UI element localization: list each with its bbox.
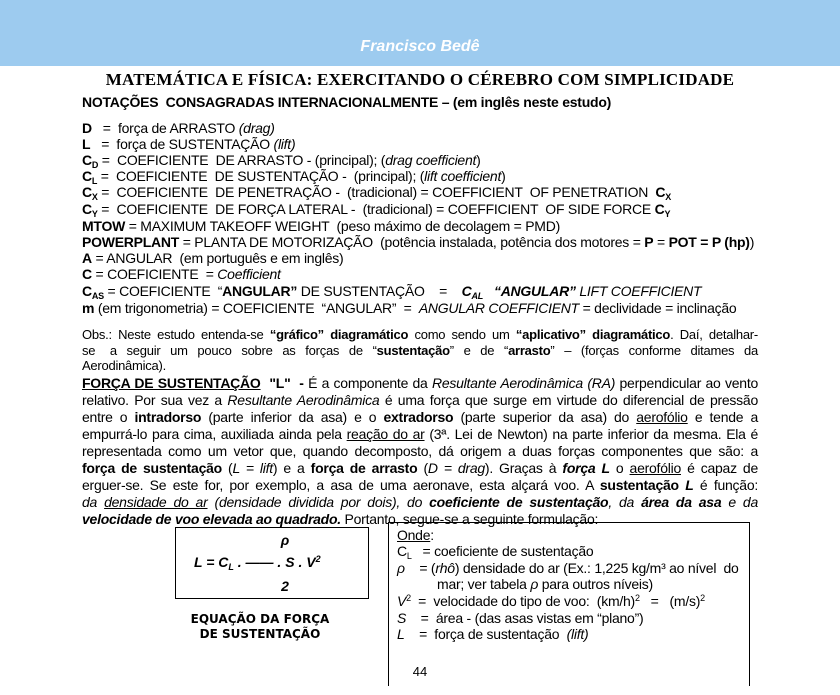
text-segment: C bbox=[82, 184, 92, 200]
text-segment: rhô bbox=[435, 560, 455, 576]
text-segment: FORÇA DE SUSTENTAÇÃO bbox=[82, 375, 261, 391]
text-segment: entre o bbox=[82, 409, 135, 425]
text-segment: (3ª. Lei de Newton) na parte inferior da mesma. Ela é bbox=[424, 426, 758, 442]
text-segment: ) e a bbox=[272, 460, 311, 476]
text-segment: , da bbox=[608, 494, 642, 510]
notation-line bbox=[82, 266, 758, 282]
text-segment: erguer-se. Se este for, por exemplo, a asa de uma aeronave, esta alçará voo. A bbox=[82, 477, 600, 493]
equation-caption bbox=[170, 612, 350, 642]
text-segment: ” e de “ bbox=[449, 343, 509, 358]
text-segment: = COEFICIENTE DE ARRASTO - (principal); ( bbox=[98, 152, 386, 168]
caption-line: EQUAÇÃO DA FORÇA bbox=[190, 612, 330, 626]
text-segment: V bbox=[397, 593, 407, 609]
text-segment: C bbox=[397, 543, 407, 559]
text-segment: força de sustentação bbox=[82, 460, 222, 476]
text-segment: L bbox=[82, 136, 91, 152]
text-segment: MTOW bbox=[82, 218, 126, 234]
text-segment: LIFT COEFFICIENT bbox=[575, 283, 702, 299]
notation-line bbox=[82, 136, 758, 152]
notation-line bbox=[82, 120, 758, 136]
text-segment: ( bbox=[221, 460, 233, 476]
text-segment: X bbox=[665, 192, 671, 202]
text-segment: = COEFICIENTE “ bbox=[103, 283, 223, 299]
text-segment: ) densidade do ar (Ex.: 1,225 kg/m³ ao nível do bbox=[454, 560, 739, 576]
text-segment: = ( bbox=[404, 560, 436, 576]
legend-line bbox=[397, 626, 588, 642]
text-segment: o bbox=[609, 460, 630, 476]
text-segment: AS bbox=[91, 291, 104, 301]
header-band bbox=[0, 0, 840, 66]
text-segment: (parte inferior da asa) e o bbox=[201, 409, 384, 425]
notation-line bbox=[82, 234, 758, 250]
text-segment: ρ bbox=[397, 560, 405, 576]
body-line bbox=[82, 477, 758, 493]
obs-line bbox=[82, 358, 758, 374]
notation-line bbox=[82, 300, 758, 316]
text-segment: X bbox=[91, 192, 98, 202]
text-segment: da bbox=[82, 494, 105, 510]
text-segment: (em trigonometria) = COEFICIENTE “ANGULAR” = bbox=[94, 300, 419, 316]
body-line bbox=[82, 375, 758, 391]
formula-rho: ρ bbox=[280, 532, 290, 548]
text-segment: coeficiente de sustentação bbox=[429, 494, 609, 510]
text-segment: é uma força que surge em virtude do diferencial de pressão bbox=[379, 392, 758, 408]
text-segment: ) bbox=[749, 234, 755, 250]
text-segment: arrasto bbox=[508, 343, 551, 358]
caption-line: DE SUSTENTAÇÃO bbox=[199, 627, 321, 641]
text-segment: = força de sustentação bbox=[404, 626, 567, 642]
text-segment: para outros níveis) bbox=[538, 576, 653, 592]
obs-line bbox=[82, 343, 758, 359]
text-segment: intradorso bbox=[134, 409, 202, 425]
body-line bbox=[82, 392, 758, 408]
text-segment: “ANGULAR” bbox=[483, 283, 576, 299]
text-segment: S bbox=[397, 610, 407, 626]
text-segment: NOTAÇÕES CONSAGRADAS INTERNACIONALMENTE – (em inglês neste estudo) bbox=[82, 94, 612, 110]
legend-line bbox=[397, 610, 643, 626]
text-segment: Obs.: Neste estudo entenda-se bbox=[82, 327, 270, 342]
text-segment: AL bbox=[471, 291, 484, 301]
text-segment: Onde bbox=[397, 527, 431, 543]
text-segment: = MAXIMUM TAKEOFF WEIGHT (peso máximo de decolagem = PMD) bbox=[125, 218, 560, 234]
notation-line bbox=[82, 94, 758, 110]
legend-line bbox=[397, 543, 593, 561]
text-segment: m bbox=[82, 300, 95, 316]
text-segment: Resultante Aerodinâmica bbox=[227, 392, 380, 408]
text-segment: perpendicular ao vento bbox=[615, 375, 758, 391]
body-line bbox=[82, 409, 758, 425]
text-segment: L bbox=[397, 626, 405, 642]
text-segment: Coefficient bbox=[217, 266, 281, 282]
legend-line bbox=[397, 593, 705, 609]
text-segment: C bbox=[654, 201, 665, 217]
body-line bbox=[82, 426, 758, 442]
text-segment: = PLANTA DE MOTORIZAÇÃO (potência instalada, potência dos motores = bbox=[179, 234, 645, 250]
page-title: MATEMÁTICA E FÍSICA: EXERCITANDO O CÉREBRO COM SIMPLICIDADE bbox=[105, 70, 735, 89]
text-segment: D = drag bbox=[427, 460, 485, 476]
text-segment: = força de ARRASTO bbox=[91, 120, 239, 136]
text-segment: ANGULAR COEFFICIENT bbox=[418, 300, 579, 316]
text-segment: ” – (forças conforme ditames da bbox=[550, 343, 758, 358]
text-segment: força L bbox=[562, 460, 610, 476]
text-segment: ρ bbox=[530, 576, 539, 592]
text-segment: = coeficiente de sustentação bbox=[411, 543, 594, 559]
text-segment: = COEFICIENTE DE SUSTENTAÇÃO - (principal); ( bbox=[97, 168, 425, 184]
text-segment: mar; ver tabela bbox=[397, 576, 531, 592]
notation-line bbox=[82, 250, 758, 266]
text-segment: A bbox=[82, 250, 92, 266]
text-segment: velocidade de voo elevada ao quadrado. bbox=[82, 511, 341, 527]
text-segment: força de arrasto bbox=[310, 460, 418, 476]
text-segment: C bbox=[82, 201, 92, 217]
text-segment: C bbox=[82, 152, 92, 168]
legend-line bbox=[397, 560, 739, 576]
text-segment: C bbox=[82, 266, 92, 282]
text-segment: extradorso bbox=[383, 409, 454, 425]
text-segment: Resultante Aerodinâmica (RA) bbox=[432, 375, 616, 391]
page-number: 44 bbox=[412, 664, 428, 679]
text-segment: 2 bbox=[406, 593, 411, 603]
text-segment: densidade do ar bbox=[104, 494, 208, 510]
text-segment: e tende a bbox=[687, 409, 758, 425]
text-segment: área da asa bbox=[641, 494, 722, 510]
text-segment: L bbox=[91, 176, 98, 186]
text-segment: C bbox=[655, 184, 666, 200]
text-segment: = velocidade do tipo de voo: (km/h) bbox=[410, 593, 635, 609]
text-segment: ( bbox=[417, 460, 428, 476]
text-segment: Aerodinâmica). bbox=[82, 358, 166, 373]
author-name: Francisco Bedê bbox=[360, 38, 480, 55]
text-segment: Y bbox=[91, 209, 98, 219]
text-segment: Y bbox=[664, 209, 671, 219]
formula-mid: . —— . S . V bbox=[233, 554, 316, 570]
formula-sup: 2 bbox=[315, 554, 321, 564]
text-segment: aerofólio bbox=[636, 409, 688, 425]
text-segment: C bbox=[461, 283, 472, 299]
text-segment: = força de SUSTENTAÇÃO bbox=[90, 136, 274, 152]
text-segment: POT = P (hp) bbox=[668, 234, 750, 250]
text-segment: é capaz de bbox=[680, 460, 758, 476]
text-segment: = declividade = inclinação bbox=[578, 300, 737, 316]
text-segment: . Daí, detalhar- bbox=[670, 327, 758, 342]
text-segment: = área - (das asas vistas em “plano”) bbox=[406, 610, 644, 626]
legend-box bbox=[388, 522, 750, 686]
text-segment: aerofólio bbox=[629, 460, 681, 476]
body-line bbox=[82, 460, 758, 476]
text-segment: D bbox=[91, 160, 99, 170]
text-segment: sustentação bbox=[376, 343, 450, 358]
text-segment: = ANGULAR (em português e em inglês) bbox=[91, 250, 344, 266]
text-segment: 2 bbox=[700, 593, 705, 603]
text-segment: representada como um vetor que, quando decomposto, dá origem a duas forças componentes que são: a bbox=[82, 443, 758, 459]
body-line bbox=[82, 443, 758, 459]
text-segment: = bbox=[653, 234, 669, 250]
text-segment: C bbox=[82, 168, 92, 184]
formula-lhs: L = C bbox=[194, 554, 229, 570]
text-segment: se a seguir um pouco sobre as forças de “ bbox=[82, 343, 377, 358]
text-segment: (parte superior da asa) do bbox=[453, 409, 637, 425]
text-segment: D bbox=[82, 120, 92, 136]
legend-line bbox=[397, 576, 653, 592]
notation-line bbox=[82, 218, 758, 234]
formula-denominator: 2 bbox=[281, 578, 289, 594]
text-segment: como sendo um bbox=[408, 327, 516, 342]
text-segment: = COEFICIENTE = bbox=[91, 266, 218, 282]
text-segment: (drag) bbox=[238, 120, 275, 136]
text-segment: ) bbox=[501, 168, 506, 184]
text-segment: P bbox=[644, 234, 654, 250]
text-segment: sustentação bbox=[599, 477, 679, 493]
text-segment: reação do ar bbox=[346, 426, 425, 442]
text-segment: “gráfico” diagramático bbox=[269, 327, 409, 342]
lift-equation-box bbox=[175, 527, 369, 599]
text-segment: lift coefficient bbox=[424, 168, 502, 184]
text-segment: POWERPLANT bbox=[82, 234, 180, 250]
text-segment: “aplicativo” diagramático bbox=[515, 327, 671, 342]
text-segment: L = lift bbox=[232, 460, 273, 476]
text-segment: é função: bbox=[693, 477, 759, 493]
text-segment: É a componente da bbox=[303, 375, 432, 391]
text-segment: ANGULAR” bbox=[222, 283, 298, 299]
text-segment: (densidade dividida por dois), do bbox=[207, 494, 430, 510]
text-segment: (lift) bbox=[566, 626, 589, 642]
text-segment: empurrá-lo para cima, auxiliada ainda pela bbox=[82, 426, 347, 442]
text-segment: relativo. Por sua vez a bbox=[82, 392, 228, 408]
text-segment: ) bbox=[476, 152, 481, 168]
text-segment: DE SUSTENTAÇÃO = bbox=[297, 283, 462, 299]
formula-sub: L bbox=[228, 562, 234, 572]
text-segment: = COEFICIENTE DE FORÇA LATERAL - (tradicional) = COEFFICIENT OF SIDE FORCE bbox=[97, 201, 655, 217]
text-segment: e da bbox=[721, 494, 759, 510]
formula-main bbox=[194, 554, 321, 572]
text-segment: 2 bbox=[634, 593, 640, 603]
text-segment: : bbox=[430, 527, 434, 543]
text-segment: = COEFICIENTE DE PENETRAÇÃO - (tradicional) = COEFFICIENT OF PENETRATION bbox=[97, 184, 656, 200]
text-segment: ). Graças à bbox=[484, 460, 563, 476]
text-segment: L bbox=[406, 551, 412, 561]
body-line bbox=[82, 494, 758, 510]
text-segment: (lift) bbox=[273, 136, 296, 152]
obs-line bbox=[82, 327, 758, 343]
legend-line bbox=[397, 527, 434, 543]
text-segment: L bbox=[685, 477, 694, 493]
text-segment: = (m/s) bbox=[639, 593, 701, 609]
text-segment: Portanto, segue-se a seguinte formulação: bbox=[340, 511, 599, 527]
text-segment: drag coefficient bbox=[385, 152, 477, 168]
text-segment: "L" - bbox=[269, 375, 304, 391]
text-segment: C bbox=[82, 283, 92, 299]
